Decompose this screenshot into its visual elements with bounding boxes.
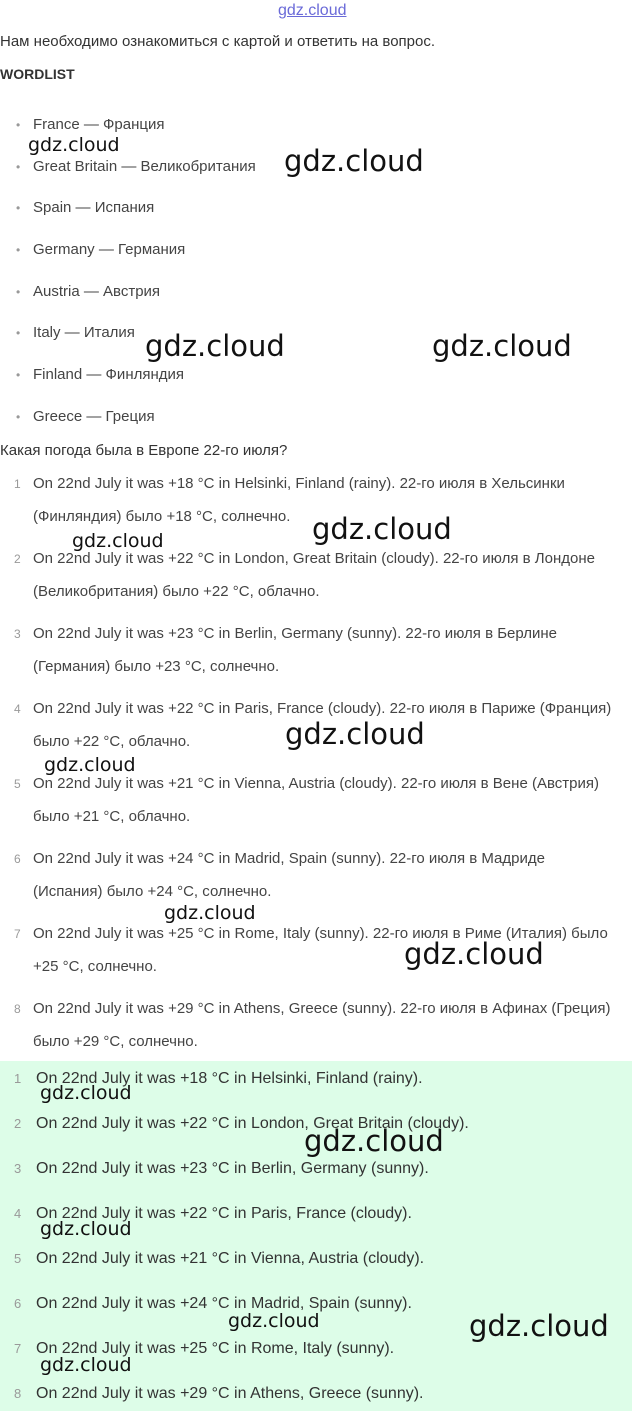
question-text: Какая погода была в Европе 22-го июля? — [0, 442, 288, 459]
watermark: gdz.cloud — [44, 754, 136, 776]
short-answer-text: On 22nd July it was +22 °C in London, Great Britain (cloudy). — [36, 1115, 469, 1132]
watermark: gdz.cloud — [284, 144, 424, 178]
item-number: 2 — [14, 1116, 22, 1131]
short-answer-item — [0, 1245, 632, 1290]
watermark: gdz.cloud — [40, 1354, 132, 1376]
watermark: gdz.cloud — [40, 1218, 132, 1240]
short-answer-text: On 22nd July it was +24 °C in Madrid, Spain (sunny). — [36, 1295, 412, 1312]
answer-text: On 22nd July it was +29 °C in Athens, Greece (sunny). 22-го июля в Афинах (Греция) было +29 °С, солнечно. — [33, 1000, 611, 1050]
item-number: 7 — [14, 1341, 22, 1356]
short-answer-item — [0, 1380, 632, 1425]
item-number: 5 — [14, 777, 21, 791]
list-item: • Germany — Германия — [0, 229, 632, 271]
bullet-icon: • — [16, 243, 21, 258]
short-answer-text: On 22nd July it was +29 °C in Athens, Greece (sunny). — [36, 1385, 424, 1402]
short-answer-text: On 22nd July it was +25 °C in Rome, Italy (sunny). — [36, 1340, 395, 1357]
watermark: gdz.cloud — [285, 717, 425, 751]
wordlist-title: WORDLIST — [0, 66, 75, 82]
short-answer-text: On 22nd July it was +21 °C in Vienna, Austria (cloudy). — [36, 1250, 425, 1267]
answer-text: On 22nd July it was +22 °C in Paris, France (cloudy). 22-го июля в Париже (Франция) было +22 °С, облачно. — [33, 700, 612, 750]
short-answer-text: On 22nd July it was +23 °C in Berlin, Germany (sunny). — [36, 1160, 429, 1177]
watermark: gdz.cloud — [72, 530, 164, 552]
item-number: 8 — [14, 1386, 22, 1401]
bullet-icon: • — [16, 409, 21, 424]
list-item: • France — Франция — [0, 104, 632, 146]
item-number: 7 — [14, 927, 21, 941]
item-number: 4 — [14, 702, 21, 716]
short-answer-text: On 22nd July it was +22 °C in Paris, France (cloudy). — [36, 1205, 412, 1222]
bullet-icon: • — [16, 326, 21, 341]
watermark: gdz.cloud — [404, 937, 544, 971]
short-answer-text: On 22nd July it was +18 °C in Helsinki, Finland (rainy). — [36, 1070, 423, 1087]
list-item: • Austria — Австрия — [0, 271, 632, 313]
list-item: • Finland — Финляндия — [0, 354, 632, 396]
answer-item — [0, 617, 632, 692]
answer-text: On 22nd July it was +25 °C in Rome, Italy (sunny). 22-го июля в Риме (Италия) было +25 °С, солнечно. — [33, 925, 608, 975]
watermark: gdz.cloud — [228, 1310, 320, 1332]
item-number: 3 — [14, 1161, 22, 1176]
short-answer-item — [0, 1155, 632, 1200]
intro-text: Нам необходимо ознакомиться с картой и ответить на вопрос. — [0, 33, 436, 50]
site-link[interactable]: gdz.cloud — [278, 2, 347, 19]
item-number: 6 — [14, 852, 21, 866]
answer-item — [0, 542, 632, 617]
list-item: • Italy — Италия — [0, 312, 632, 354]
item-number: 8 — [14, 1002, 21, 1016]
item-number: 5 — [14, 1251, 22, 1266]
bullet-icon: • — [16, 368, 21, 383]
watermark: gdz.cloud — [432, 329, 572, 363]
watermark: gdz.cloud — [304, 1124, 444, 1158]
item-number: 3 — [14, 627, 21, 641]
answer-text: On 22nd July it was +24 °C in Madrid, Spain (sunny). 22-го июля в Мадриде (Испания) было +24 °С, солнечно. — [33, 850, 545, 900]
list-item: • Greece — Греция — [0, 396, 632, 438]
item-number: 4 — [14, 1206, 22, 1221]
bullet-icon: • — [16, 201, 21, 216]
bullet-icon: • — [16, 159, 21, 174]
answer-text: On 22nd July it was +18 °C in Helsinki, Finland (rainy). 22-го июля в Хельсинки (Финляндия) было +18 °С, солнечно. — [33, 475, 565, 525]
watermark: gdz.cloud — [164, 902, 256, 924]
answer-text: On 22nd July it was +23 °C in Berlin, Germany (sunny). 22-го июля в Берлине (Германия) было +23 °С, солнечно. — [33, 625, 557, 675]
answer-item — [0, 992, 632, 1067]
watermark: gdz.cloud — [28, 134, 120, 156]
list-item: • Spain — Испания — [0, 187, 632, 229]
answer-text: On 22nd July it was +22 °C in London, Great Britain (cloudy). 22-го июля в Лондоне (Великобритания) было +22 °С, облачно. — [33, 550, 595, 600]
answer-text: On 22nd July it was +21 °C in Vienna, Austria (cloudy). 22-го июля в Вене (Австрия) было +21 °С, облачно. — [33, 775, 599, 825]
bullet-icon: • — [16, 284, 21, 299]
item-number: 2 — [14, 552, 21, 566]
watermark: gdz.cloud — [312, 512, 452, 546]
item-number: 1 — [14, 1071, 22, 1086]
watermark: gdz.cloud — [469, 1309, 609, 1343]
item-number: 1 — [14, 477, 21, 491]
answer-item — [0, 842, 632, 917]
list-item: • Great Britain — Великобритания — [0, 146, 632, 188]
bullet-icon: • — [16, 118, 21, 132]
answer-item — [0, 767, 632, 842]
watermark: gdz.cloud — [40, 1082, 132, 1104]
item-number: 6 — [14, 1296, 22, 1311]
watermark: gdz.cloud — [145, 329, 285, 363]
